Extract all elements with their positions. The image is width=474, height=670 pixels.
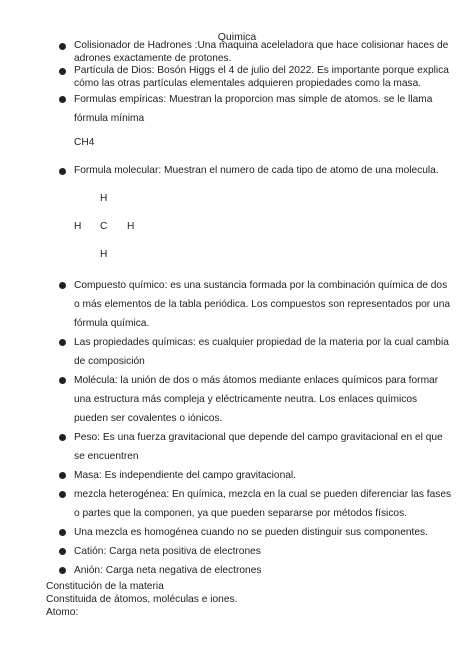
list-item-mass — [58, 466, 452, 485]
bullet-icon — [59, 68, 66, 75]
list-item-anion — [58, 561, 452, 580]
list-item-text: Las propiedades químicas: es cualquier propiedad de la materia por la cual cambia de composición — [74, 337, 449, 367]
bullet-list-molecular — [58, 165, 452, 178]
list-item-text: Catión: Carga neta positiva de electrones — [74, 546, 261, 557]
list-item-text: Anión: Carga neta negativa de electrones — [74, 565, 262, 576]
bullet-icon — [59, 434, 66, 441]
bullet-icon — [59, 529, 66, 536]
list-item-text: Peso: Es una fuerza gravitacional que depende del campo gravitacional en el que se encuentren — [74, 432, 443, 462]
list-item-weight — [58, 428, 452, 466]
atom-right: H — [127, 221, 135, 232]
bullet-icon — [59, 548, 66, 555]
list-item-molecule — [58, 371, 452, 428]
bullet-icon — [59, 472, 66, 479]
matter-composition-text: Constituida de átomos, moléculas e iones. — [46, 594, 238, 605]
bullet-list-intro — [58, 40, 452, 128]
bullet-icon — [59, 282, 66, 289]
list-item-text: Compuesto químico: es una sustancia formada por la combinación química de dos o más elementos de la tabla periódica. Los compuestos son representados por una fórmula química. — [74, 280, 451, 329]
list-item-text: Formulas empíricas: Muestran la proporcion mas simple de atomos. se le llama fórmula mínima — [74, 94, 433, 124]
atom-center: C — [100, 221, 108, 232]
list-item-text: Masa: Es independiente del campo gravitacional. — [74, 470, 296, 481]
bullet-icon — [59, 567, 66, 574]
list-item-cation — [58, 542, 452, 561]
bullet-icon — [59, 168, 66, 175]
bullet-icon — [59, 43, 66, 50]
list-item-text: Molécula: la unión de dos o más átomos mediante enlaces químicos para formar una estructura más compleja y eléctricamente neutra. Los enlaces químicos pueden ser covalentes o iónicos. — [74, 375, 439, 424]
list-item-text: Partícula de Dios: Bosón Higgs el 4 de julio del 2022. Es importante porque explica cómo las otras partículas elementales adquieren propiedades como la masa. — [74, 65, 449, 89]
list-item-text: mezcla heterogénea: En química, mezcla en la cual se pueden diferenciar las fases o partes que la componen, ya que pueden separarse por métodos físicos. — [74, 489, 452, 519]
bullet-icon — [59, 377, 66, 384]
empirical-example: CH4 — [74, 137, 95, 148]
atom-bottom: H — [100, 249, 108, 260]
bullet-icon — [59, 96, 66, 103]
list-item-hadron-collider — [58, 40, 452, 65]
list-item-molecular-formula — [58, 165, 452, 178]
list-item-empirical-formula — [58, 90, 452, 128]
list-item-text: Una mezcla es homogénea cuando no se pueden distinguir sus componentes. — [74, 527, 428, 538]
atom-label: Atomo: — [46, 607, 79, 618]
list-item-heterogeneous-mixture — [58, 485, 452, 523]
atom-left: H — [74, 221, 82, 232]
bullet-icon — [59, 491, 66, 498]
document-title: Quimica — [217, 31, 257, 43]
section-heading-matter: Constitución de la materia — [46, 581, 164, 592]
bullet-list-definitions — [58, 276, 452, 580]
atom-top: H — [100, 193, 108, 204]
list-item-homogeneous-mixture — [58, 523, 452, 542]
list-item-text: Colisionador de Hadrones :Una maquina aceleladora que hace colisionar haces de adrones exactamente de protones. — [74, 40, 449, 64]
list-item-compound — [58, 276, 452, 333]
list-item-god-particle — [58, 65, 452, 90]
list-item-chemical-properties — [58, 333, 452, 371]
bullet-icon — [59, 339, 66, 346]
list-item-text: Formula molecular: Muestran el numero de cada tipo de atomo de una molecula. — [74, 165, 439, 176]
